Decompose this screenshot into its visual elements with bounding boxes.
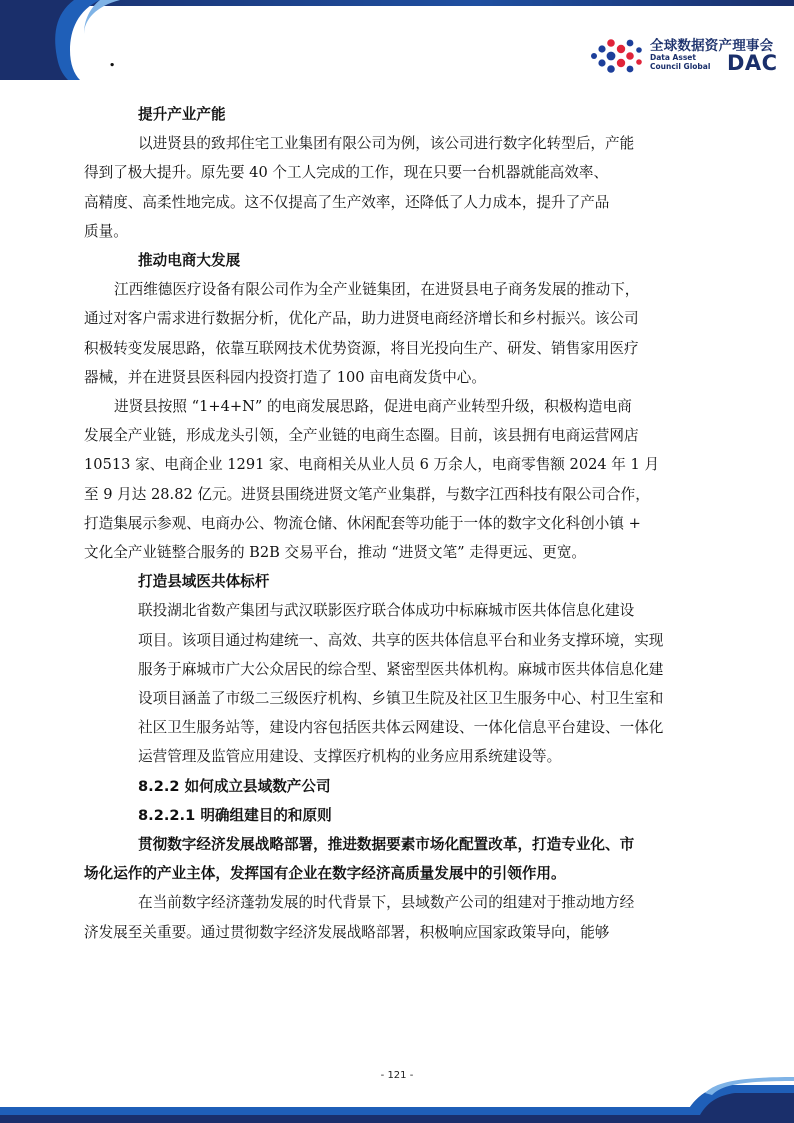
logo-english-line1: Data Asset bbox=[650, 53, 696, 62]
text-line: 10513 家、电商企业 1291 家、电商相关从业人员 6 万余人，电商零售额 2024 年 1 月 bbox=[84, 456, 660, 474]
section-heading: 提升产业产能 bbox=[138, 106, 226, 123]
header-mark: . bbox=[109, 50, 116, 71]
page-number: - 121 - bbox=[380, 1070, 414, 1081]
text-line: 在当前数字经济蓬勃发展的时代背景下，县域数产公司的组建对于推动地方经 bbox=[138, 894, 635, 912]
text-line: 运营管理及监管应用建设、支撑医疗机构的业务应用系统建设等。 bbox=[138, 748, 562, 766]
text-line: 联投湖北省数产集团与武汉联影医疗联合体成功中标麻城市医共体信息化建设 bbox=[138, 602, 635, 620]
text-line: 济发展至关重要。通过贯彻数字经济发展战略部署，积极响应国家政策导向，能够 bbox=[84, 923, 610, 941]
text-line: 打造集展示参观、电商办公、物流仓储、休闲配套等功能于一体的数字文化科创小镇 + bbox=[84, 514, 641, 532]
text-line: 以进贤县的致邦住宅工业集团有限公司为例，该公司进行数字化转型后，产能 bbox=[138, 135, 635, 153]
text-line: 器械，并在进贤县医科园内投资打造了 100 亩电商发货中心。 bbox=[84, 368, 486, 386]
footer-decoration bbox=[0, 1063, 794, 1123]
document-body bbox=[84, 100, 710, 947]
paragraph bbox=[84, 596, 710, 771]
text-line: 至 9 月达 28.82 亿元。进贤县围绕进贤文笔产业集群，与数字江西科技有限公司合作， bbox=[84, 485, 650, 503]
text-line: 质量。 bbox=[84, 222, 128, 240]
text-line: 高精度、高柔性地完成。这不仅提高了生产效率，还降低了人力成本，提升了产品 bbox=[84, 193, 610, 211]
text-line: 场化运作的产业主体，发挥国有企业在数字经济高质量发展中的引领作用。 bbox=[84, 865, 566, 883]
logo-english-line2: Council Global bbox=[650, 62, 711, 71]
text-line: 积极转变发展思路，依靠互联网技术优势资源，将目光投向生产、研发、销售家用医疗 bbox=[84, 339, 639, 357]
paragraph bbox=[84, 392, 710, 567]
text-line: 通过对客户需求进行数据分析，优化产品，助力进贤电商经济增长和乡村振兴。该公司 bbox=[84, 310, 639, 328]
text-line: 文化全产业链整合服务的 B2B 交易平台，推动 “进贤文笔” 走得更远、更宽。 bbox=[84, 544, 587, 562]
paragraph bbox=[84, 129, 710, 246]
text-line: 社区卫生服务站等，建设内容包括医共体云网建设、一体化信息平台建设、一体化 bbox=[138, 719, 664, 737]
section-heading: 推动电商大发展 bbox=[138, 252, 241, 270]
text-line: 服务于麻城市广大公众居民的综合型、紧密型医共体机构。麻城市医共体信息化建 bbox=[138, 660, 664, 678]
subsection-heading: 8.2.2 如何成立县域数产公司 bbox=[138, 777, 331, 795]
text-line: 发展全产业链，形成龙头引领，全产业链的电商生态圈。目前，该县拥有电商运营网店 bbox=[84, 427, 639, 445]
subsection-heading: 8.2.2.1 明确组建目的和原则 bbox=[138, 806, 332, 824]
text-line: 江西维德医疗设备有限公司作为全产业链集团，在进贤县电子商务发展的推动下， bbox=[114, 281, 640, 299]
text-line: 进贤县按照 “1+4+N” 的电商发展思路，促进电商产业转型升级，积极构造电商 bbox=[114, 398, 632, 416]
logo-abbreviation: DAC bbox=[727, 51, 778, 75]
text-line: 贯彻数字经济发展战略部署，推进数据要素市场化配置改革，打造专业化、市 bbox=[138, 836, 635, 854]
logo-chinese-name: 全球数据资产理事会 bbox=[650, 38, 774, 54]
dac-logo bbox=[588, 34, 784, 78]
paragraph bbox=[84, 888, 710, 946]
text-line: 设项目涵盖了市级二三级医疗机构、乡镇卫生院及社区卫生服务中心、村卫生室和 bbox=[138, 690, 664, 708]
section-heading: 打造县域医共体标杆 bbox=[138, 573, 270, 591]
bold-paragraph bbox=[84, 830, 710, 888]
text-line: 项目。该项目通过构建统一、高效、共享的医共体信息平台和业务支撑环境，实现 bbox=[138, 631, 664, 649]
text-line: 得到了极大提升。原先要 40 个工人完成的工作，现在只要一台机器就能高效率、 bbox=[84, 164, 609, 182]
logo-dots-icon bbox=[588, 36, 648, 76]
logo-english-name bbox=[650, 53, 710, 71]
paragraph bbox=[84, 275, 710, 392]
